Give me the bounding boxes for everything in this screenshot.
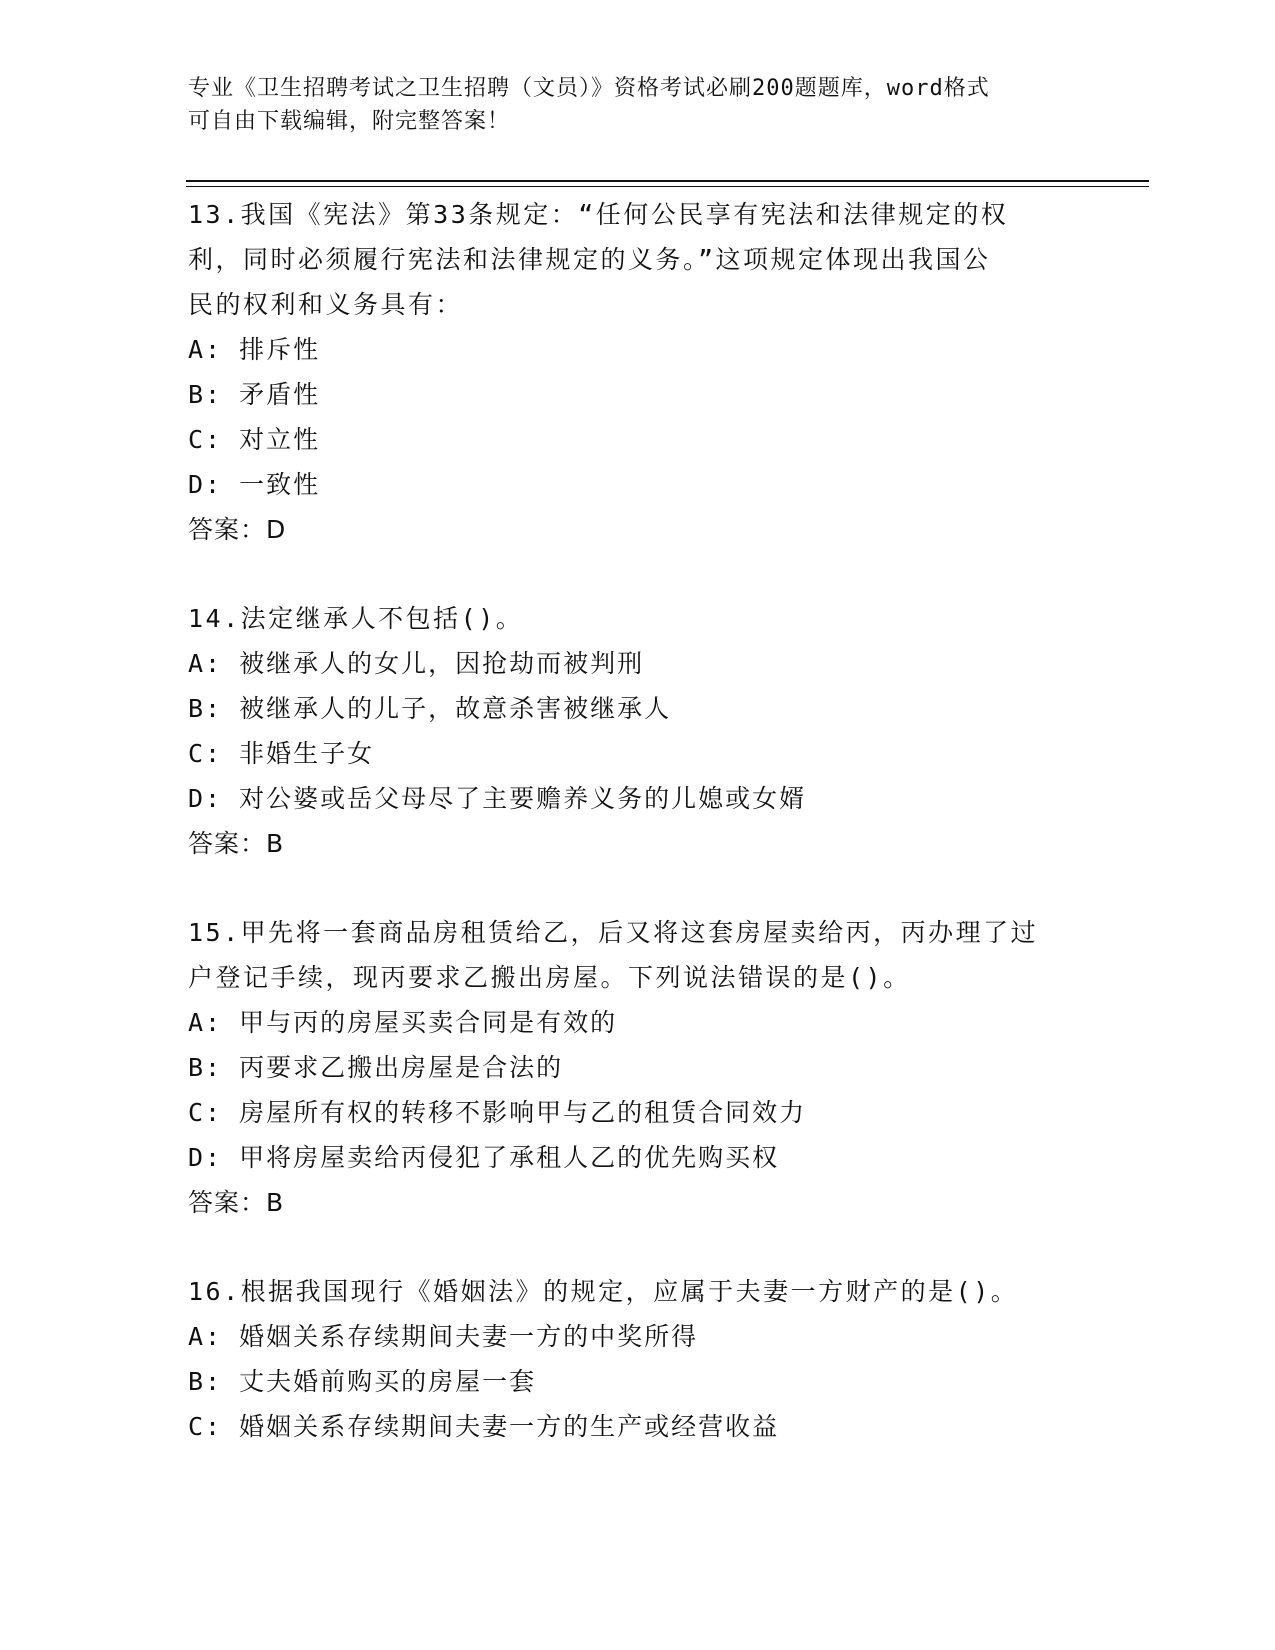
page-header: [188, 72, 1088, 138]
option-b: B: 矛盾性: [188, 380, 321, 409]
stem-line: 民的权利和义务具有：: [188, 290, 464, 319]
header-rule-thick: [186, 180, 1149, 182]
option-b: B: 丙要求乙搬出房屋是合法的: [188, 1053, 564, 1082]
option-c: C: 婚姻关系存续期间夫妻一方的生产或经营收益: [188, 1412, 780, 1441]
stem-line: 户登记手续，现丙要求乙搬出房屋。下列说法错误的是()。: [188, 963, 911, 992]
stem-line: 16.根据我国现行《婚姻法》的规定，应属于夫妻一方财产的是()。: [188, 1277, 1019, 1306]
option-c: C: 对立性: [188, 425, 321, 454]
question-16: [188, 1269, 1088, 1449]
question-stem: [188, 910, 1088, 1000]
option-b: B: 被继承人的儿子，故意杀害被继承人: [188, 694, 672, 723]
option-d: D: 一致性: [188, 470, 321, 499]
answer: 答案：B: [188, 829, 285, 858]
answer: 答案：D: [188, 515, 287, 544]
answer: 答案：B: [188, 1188, 285, 1217]
question-list: [188, 192, 1088, 1449]
header-line-2: 可自由下载编辑，附完整答案！: [188, 109, 511, 134]
question-14: [188, 596, 1088, 866]
stem-line: 15.甲先将一套商品房租赁给乙，后又将这套房屋卖给丙，丙办理了过: [188, 918, 1039, 947]
option-b: B: 丈夫婚前购买的房屋一套: [188, 1367, 537, 1396]
question-13: [188, 192, 1088, 552]
option-a: A: 婚姻关系存续期间夫妻一方的中奖所得: [188, 1322, 699, 1351]
header-line-1: 专业《卫生招聘考试之卫生招聘（文员）》资格考试必刷200题题库，word格式: [188, 76, 990, 101]
spacer: [188, 552, 1088, 596]
option-c: C: 非婚生子女: [188, 739, 375, 768]
option-d: D: 对公婆或岳父母尽了主要赡养义务的儿媳或女婿: [188, 784, 807, 813]
option-a: A: 被继承人的女儿，因抢劫而被判刑: [188, 649, 645, 678]
spacer: [188, 866, 1088, 910]
question-stem: [188, 192, 1088, 327]
question-stem: [188, 596, 1088, 641]
option-c: C: 房屋所有权的转移不影响甲与乙的租赁合同效力: [188, 1098, 807, 1127]
option-a: A: 排斥性: [188, 335, 321, 364]
spacer: [188, 1225, 1088, 1269]
stem-line: 13.我国《宪法》第33条规定：“任何公民享有宪法和法律规定的权: [188, 200, 1009, 229]
stem-line: 14.法定继承人不包括()。: [188, 604, 524, 633]
option-a: A: 甲与丙的房屋买卖合同是有效的: [188, 1008, 618, 1037]
stem-line: 利，同时必须履行宪法和法律规定的义务。”这项规定体现出我国公: [188, 245, 991, 274]
option-d: D: 甲将房屋卖给丙侵犯了承租人乙的优先购买权: [188, 1143, 780, 1172]
header-rule-thin: [186, 186, 1149, 187]
question-15: [188, 910, 1088, 1225]
question-stem: [188, 1269, 1088, 1314]
